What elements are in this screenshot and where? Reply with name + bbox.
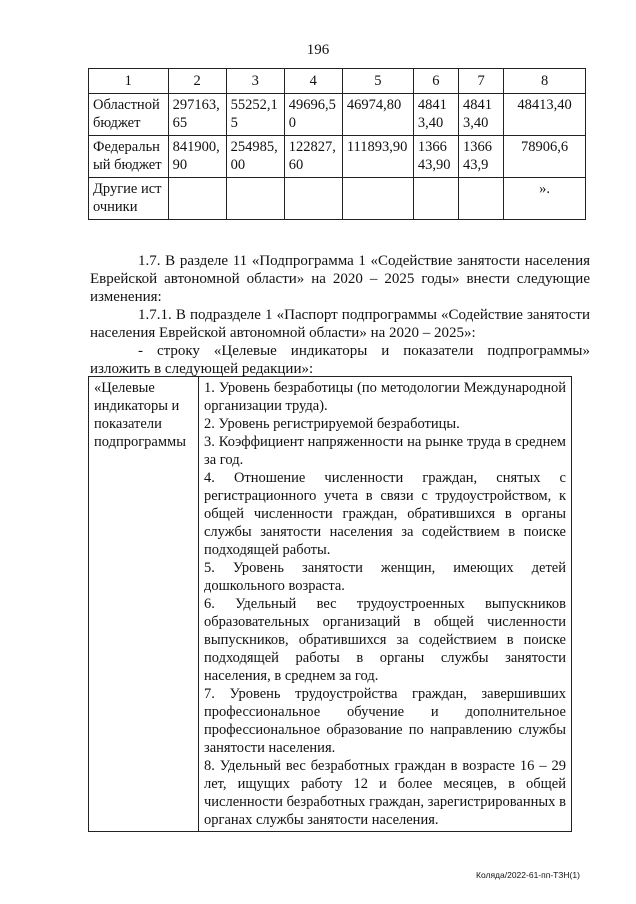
paragraph-subsection-1-7-1: 1.7.1. В подразделе 1 «Паспорт подпрограммы «Содействие занятости населения Еврейской автономной области» на 2020 – 2025»:	[90, 307, 590, 341]
table-row	[89, 178, 586, 220]
row-label: Федеральный бюджет	[89, 136, 169, 178]
indicator-item: 6. Удельный вес трудоустроенных выпускников образовательных организаций в общей численности выпускников, обратившихся за содействием в поиске подходящей работы в органы службы занятости населения, в среднем за год.	[204, 596, 566, 684]
table-cell: 841900,90	[168, 136, 226, 178]
paragraph-row-instruction: - строку «Целевые индикаторы и показатели подпрограммы» изложить в следующей редакции»:	[90, 343, 590, 377]
table-cell	[226, 178, 284, 220]
table-cell: 48413,40	[413, 94, 458, 136]
indicator-item: 4. Отношение численности граждан, снятых с регистрационного учета в связи с трудоустройством, к общей численности граждан, обратившихся в органы службы занятости населения за содействием в поиске подходящей работы.	[204, 470, 566, 558]
table-cell	[342, 178, 413, 220]
table-cell: 122827,60	[284, 136, 342, 178]
indicators-label: «Целевые индикаторы и показатели подпрограммы	[89, 377, 199, 832]
column-header: 1	[89, 69, 169, 94]
table-cell	[284, 178, 342, 220]
table-cell: 254985,00	[226, 136, 284, 178]
indicators-list	[199, 377, 572, 832]
table-cell: 136643,9	[459, 136, 504, 178]
page-number: 196	[306, 42, 330, 58]
indicators-row	[89, 377, 572, 832]
indicator-item: 7. Уровень трудоустройства граждан, завершивших профессиональное обучение и дополнительное профессиональное образование по направлению службы занятости населения.	[204, 686, 566, 756]
table-cell: 297163,65	[168, 94, 226, 136]
table-cell: 136643,90	[413, 136, 458, 178]
column-header: 2	[168, 69, 226, 94]
row-label: Областной бюджет	[89, 94, 169, 136]
table-cell: 78906,6	[504, 136, 586, 178]
table-row	[89, 136, 586, 178]
table-cell: 111893,90	[342, 136, 413, 178]
indicator-item: 5. Уровень занятости женщин, имеющих детей дошкольного возраста.	[204, 560, 566, 594]
column-header: 8	[504, 69, 586, 94]
indicator-item: 1. Уровень безработицы (по методологии Международной организации труда).	[204, 380, 566, 414]
column-header: 7	[459, 69, 504, 94]
table-cell: 49696,50	[284, 94, 342, 136]
table-cell	[459, 178, 504, 220]
table-cell: 46974,80	[342, 94, 413, 136]
table-cell: 55252,15	[226, 94, 284, 136]
column-header: 6	[413, 69, 458, 94]
table-cell: 48413,40	[504, 94, 586, 136]
indicator-item: 2. Уровень регистрируемой безработицы.	[204, 416, 460, 432]
table-header-row	[89, 69, 586, 94]
indicators-table	[88, 376, 572, 832]
table-cell: ».	[504, 178, 586, 220]
table-row	[89, 94, 586, 136]
document-footer-code: Коляда/2022-61-пп-ТЗН(1)	[476, 870, 580, 880]
table-cell	[413, 178, 458, 220]
column-header: 3	[226, 69, 284, 94]
column-header: 4	[284, 69, 342, 94]
indicator-item: 8. Удельный вес безработных граждан в возрасте 16 – 29 лет, ищущих работу 12 и более месяцев, в общей численности безработных граждан, зарегистрированных в органах службы занятости населения.	[204, 758, 566, 828]
column-header: 5	[342, 69, 413, 94]
budget-table	[88, 68, 586, 220]
indicator-item: 3. Коэффициент напряженности на рынке труда в среднем за год.	[204, 434, 566, 468]
row-label: Другие источники	[89, 178, 169, 220]
table-cell: 48413,40	[459, 94, 504, 136]
table-cell	[168, 178, 226, 220]
paragraph-section-1-7: 1.7. В разделе 11 «Подпрограмма 1 «Содействие занятости населения Еврейской автономной области» на 2020 – 2025 годы» внести следующие изменения:	[90, 253, 590, 305]
